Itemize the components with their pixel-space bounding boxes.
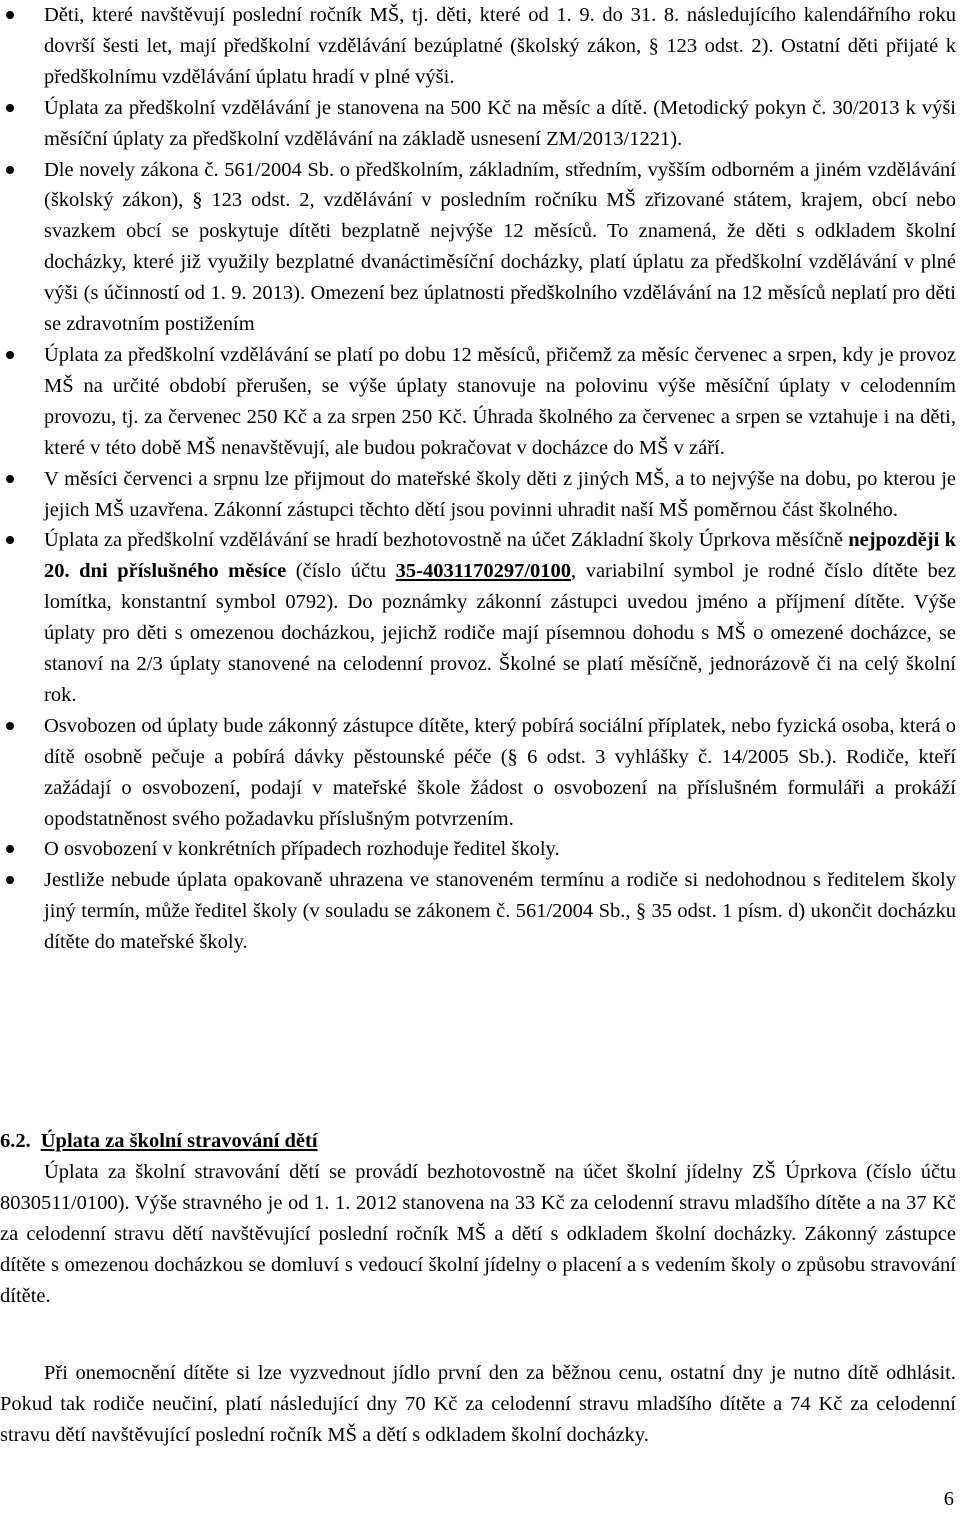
list-item bbox=[0, 464, 956, 526]
list-item-text: O osvobození v konkrétních případech rozhoduje ředitel školy. bbox=[44, 838, 560, 861]
list-item bbox=[0, 525, 956, 710]
list-item bbox=[0, 0, 956, 93]
paragraph: Při onemocnění dítěte si lze vyzvednout jídlo první den za běžnou cenu, ostatní dny je nutno dítě odhlásit. Pokud tak rodiče neučiní, platí následující dny 70 Kč za celodenní stravu mladšího dítěte a 74 Kč za celodenní stravu dětí navštěvující poslední ročník MŠ a dětí s odkladem školní docházky. bbox=[0, 1362, 956, 1446]
list-item-text: Děti, které navštěvují poslední ročník MŠ, tj. děti, které od 1. 9. do 31. 8. následujícího kalendářního roku dovrší šesti let, mají předškolní vzdělávání bezúplatné (školský zákon, § 123 odst. 2). Ostatní děti přijaté k předškolnímu vzdělávání úplatu hradí v plné výši. bbox=[44, 4, 956, 88]
list-item-text: (číslo účtu bbox=[286, 560, 396, 583]
list-item-text: Osvobozen od úplaty bude zákonný zástupce dítěte, který pobírá sociální příplatek, nebo fyzická osoba, která o dítě osobně pečuje a pobírá dávky pěstounské péče (§ 6 odst. 3 vyhlášky č. 14/2005 Sb.). Rodiče, kteří zažádají o osvobození, podají v mateřské škole žádost o osvobození na příslušném formuláři a prokáží opodstatněnost svého požadavku příslušným potvrzením. bbox=[44, 714, 956, 830]
list-item bbox=[0, 340, 956, 464]
section-number: 6.2. bbox=[0, 1130, 31, 1152]
list-item bbox=[0, 155, 956, 340]
list-item-text: Úplata za předškolní vzdělávání se hradí bezhotovostně na účet Základní školy Úprkova měsíčně bbox=[44, 529, 849, 552]
list-item-text: Jestliže nebude úplata opakovaně uhrazena ve stanoveném termínu a rodiče si nedohodnou s ředitelem školy jiný termín, může ředitel školy (v souladu se zákonem č. 561/2004 Sb., § 35 odst. 1 písm. d) ukončit docházku dítěte do mateřské školy. bbox=[44, 869, 956, 954]
list-item bbox=[0, 834, 956, 865]
list-item-text: , variabilní symbol je rodné číslo dítěte bez lomítka, konstantní symbol 0792). Do poznámky zákonní zástupci uvedou jméno a příjmení dítěte. Výše úplaty pro děti s omezenou docházkou, jejichž rodiče mají písemnou dohodu s MŠ o omezené docházce, se stanoví na 2/3 úplaty stanovené na celodenní provoz. Školné se platí měsíčně, jednorázově či na celý školní rok. bbox=[44, 560, 956, 706]
list-item-text: V měsíci červenci a srpnu lze přijmout do mateřské školy děti z jiných MŠ, a to nejvýše na dobu, po kterou je jejich MŠ uzavřena. Zákonní zástupci těchto dětí jsou povinni uhradit naší MŠ poměrnou část školného. bbox=[44, 467, 956, 521]
list-item-text: Dle novely zákona č. 561/2004 Sb. o předškolním, základním, středním, vyšším odborném a jiném vzdělávání (školský zákon), § 123 odst. 2, vzdělávání v posledním ročníku MŠ zřizované státem, krajem, obcí nebo svazkem obcí se poskytuje dítěti bezplatně nejvýše 12 měsíců. To znamená, že děti s odkladem školní docházky, které již využily bezplatné dvanáctiměsíční docházky, platí úplatu za předškolní vzdělávání v plné výši (s účinností od 1. 9. 2013). Omezení bez úplatnosti předškolního vzdělávání na 12 měsíců neplatí pro děti se zdravotním postižením bbox=[44, 158, 956, 336]
section-heading bbox=[0, 1126, 956, 1157]
list-item-text: Úplata za předškolní vzdělávání se platí po dobu 12 měsíců, přičemž za měsíc červenec a srpen, kdy je provoz MŠ na určité období přerušen, se výše úplaty stanovuje na polovinu výše měsíční úplaty v celodenním provozu, tj. za červenec 250 Kč a za srpen 250 Kč. Úhrada školného za červenec a srpen se vztahuje i na děti, které v této době MŠ nenavštěvují, ale budou pokračovat v docházce do MŠ v září. bbox=[44, 343, 956, 459]
list-item-text: Úplata za předškolní vzdělávání je stanovena na 500 Kč na měsíc a dítě. (Metodický pokyn č. 30/2013 k výši měsíční úplaty za předškolní vzdělávání na základě usnesení ZM/2013/1221). bbox=[44, 96, 956, 150]
section-title: Úplata za školní stravování dětí bbox=[40, 1130, 318, 1152]
payment-deadline: nejpozději k 20. dni příslušného měsíce bbox=[44, 529, 956, 583]
bank-account-number: 35-4031170297/0100 bbox=[395, 560, 572, 583]
list-item bbox=[0, 93, 956, 155]
list-item bbox=[0, 711, 956, 835]
page-number: 6 bbox=[943, 1488, 954, 1510]
list-item bbox=[0, 865, 956, 958]
paragraph: Úplata za školní stravování dětí se provádí bezhotovostně na účet školní jídelny ZŠ Úprkova (číslo účtu 8030511/0100). Výše stravného je od 1. 1. 2012 stanovena na 33 Kč za celodenní stravu mladšího dítěte a na 37 Kč za celodenní stravu dětí navštěvující poslední ročník MŠ a dětí s odkladem školní docházky. Zákonný zástupce dítěte s omezenou docházkou se domluví s vedoucí školní jídelny o placení a s vedením školy o způsobu stravování dítěte. bbox=[0, 1161, 956, 1307]
